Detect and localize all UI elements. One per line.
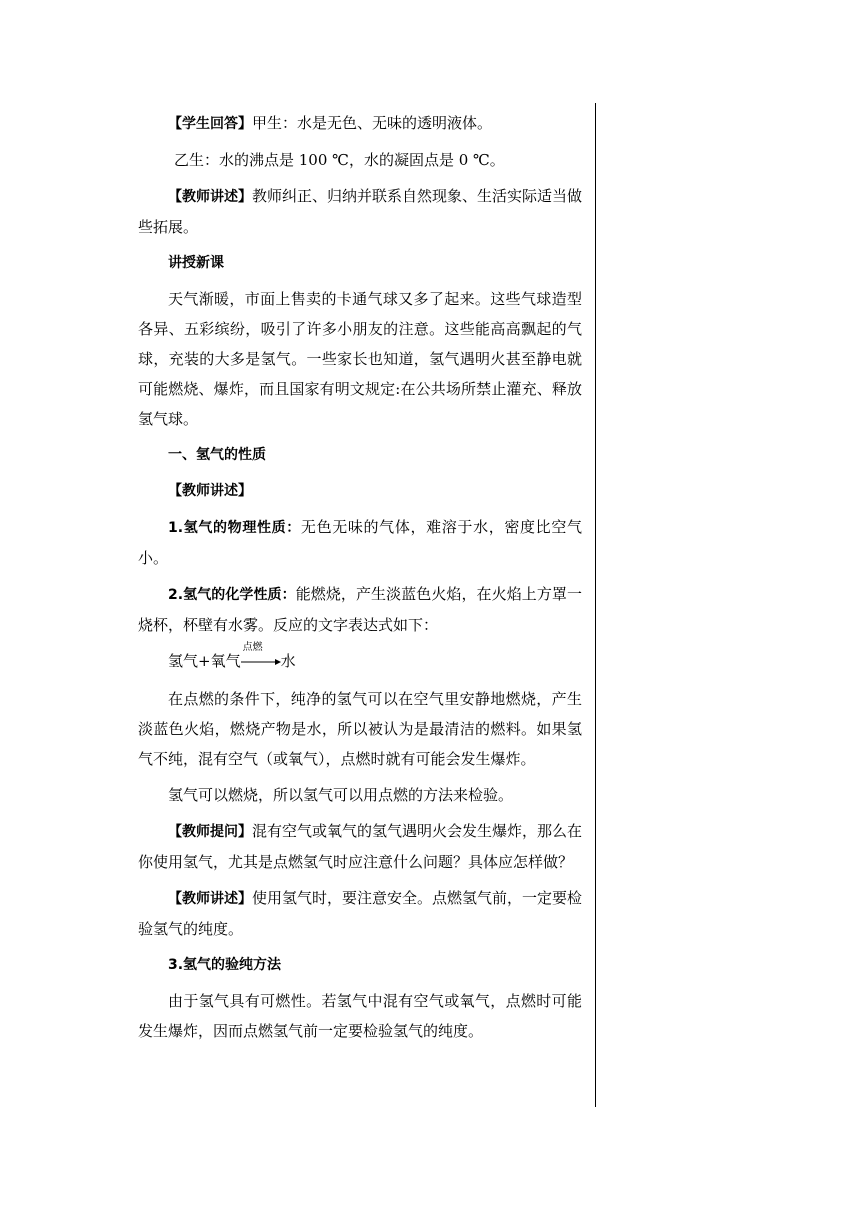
equation-product: 水	[280, 652, 296, 670]
student-answer-label: 【学生回答】	[168, 116, 252, 132]
arrow-icon	[241, 658, 281, 666]
new-lesson-heading: 讲授新课	[168, 255, 224, 271]
purity-test-paragraph: 由于氢气具有可燃性。若氢气中混有空气或氧气，点燃时可能发生爆炸，因而点燃氢气前一定要检验氢气的纯度。	[138, 992, 582, 1040]
word-equation	[138, 642, 582, 676]
chemical-properties-text: 能燃烧，产生淡蓝色火焰，在火焰上方罩一烧杯，杯壁有水雾。反应的文字表达式如下：	[138, 585, 582, 634]
chemical-properties-label: 2.氢气的化学性质：	[168, 587, 296, 603]
teacher-statement-label-2: 【教师讲述】	[168, 891, 252, 907]
section-heading-hydrogen-properties: 一、氢气的性质	[168, 447, 266, 463]
physical-properties-paragraph	[138, 512, 582, 573]
teacher-statement-heading: 【教师讲述】	[168, 483, 252, 499]
intro-paragraph: 天气渐暖，市面上售卖的卡通气球又多了起来。这些气球造型各异、五彩缤纷，吸引了许多小朋友的注意。这些能高高飘起的气球，充装的大多是氢气。一些家长也知道，氢气遇明火甚至静电就可能燃烧、爆炸，而且国家有明文规定:在公共场所禁止灌充、释放氢气球。	[138, 290, 582, 428]
teacher-statement-text-2: 使用氢气时，要注意安全。点燃氢气前，一定要检验氢气的纯度。	[138, 889, 583, 938]
equation-arrow	[241, 642, 281, 672]
teacher-statement-paragraph-1	[138, 181, 582, 242]
chemical-properties-paragraph	[138, 579, 582, 640]
student-answer-text: 甲生：水是无色、无味的透明液体。	[252, 114, 493, 132]
teacher-question-paragraph	[138, 816, 582, 877]
teacher-statement-text-1: 教师纠正、归纳并联系自然现象、生活实际适当做些拓展。	[138, 187, 583, 236]
detection-method-paragraph: 氢气可以燃烧，所以氢气可以用点燃的方法来检验。	[168, 786, 514, 804]
physical-properties-label: 1.氢气的物理性质：	[168, 520, 301, 536]
teacher-question-label: 【教师提问】	[168, 824, 252, 840]
equation-reactants: 氢气+氧气	[168, 652, 241, 670]
physical-properties-text: 无色无味的气体，难溶于水，密度比空气小。	[138, 518, 582, 567]
teacher-statement-paragraph-2	[138, 883, 582, 944]
purity-test-heading: 3.氢气的验纯方法	[168, 957, 282, 973]
teacher-question-text: 混有空气或氧气的氢气遇明火会发生爆炸，那么在你使用氢气，尤其是点燃氢气时应注意什么问题？具体应怎样做？	[138, 822, 583, 871]
lesson-content-column	[138, 108, 582, 1052]
equation-condition: 点燃	[242, 642, 263, 653]
student-b-answer-paragraph: 乙生：水的沸点是 100 ℃，水的凝固点是 0 ℃。	[174, 151, 505, 169]
table-border-right	[595, 103, 596, 1107]
student-answer-paragraph	[138, 108, 582, 139]
teacher-statement-label-1: 【教师讲述】	[168, 189, 252, 205]
combustion-explanation-paragraph: 在点燃的条件下，纯净的氢气可以在空气里安静地燃烧，产生淡蓝色火焰，燃烧产物是水，所以被认为是最清洁的燃料。如果氢气不纯，混有空气（或氧气），点燃时就有可能会发生爆炸。	[138, 690, 582, 768]
